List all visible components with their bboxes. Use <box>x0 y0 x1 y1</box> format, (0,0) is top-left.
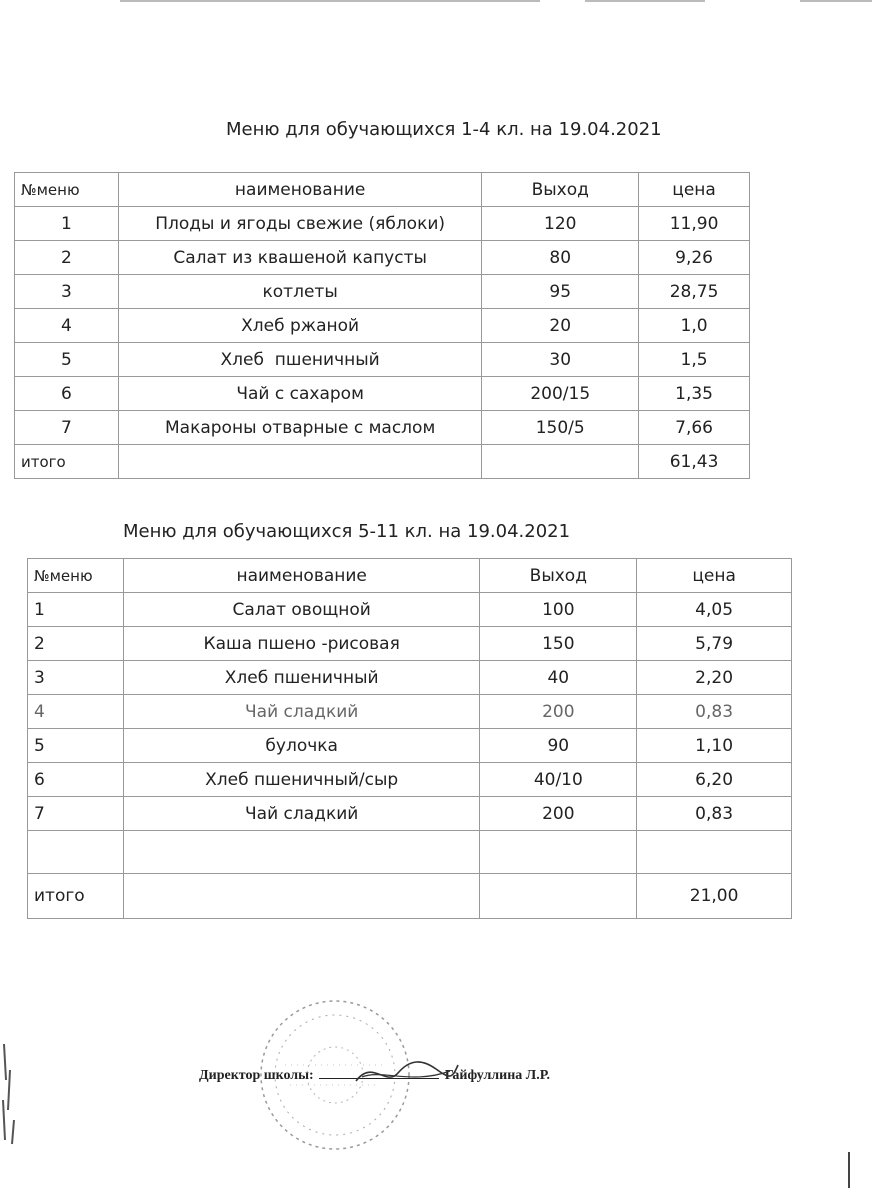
scan-artifact <box>800 0 872 2</box>
col-header-name: наименование <box>118 173 481 207</box>
menu1-title: Меню для обучающихся 1-4 кл. на 19.04.2021 <box>226 119 662 140</box>
scan-artifact <box>585 0 705 2</box>
table-row <box>28 763 792 797</box>
cell-number: 3 <box>15 275 119 309</box>
cell-yield: 150/5 <box>482 411 639 445</box>
table-row <box>28 593 792 627</box>
table-row <box>28 627 792 661</box>
cell-name: Чай сладкий <box>123 695 479 729</box>
cell-price: 2,20 <box>637 661 792 695</box>
col-header-name: наименование <box>123 559 479 593</box>
cell-number: 6 <box>28 763 124 797</box>
menu1-table <box>14 172 750 479</box>
cell-name: Макароны отварные с маслом <box>118 411 481 445</box>
cell-name: Салат из квашеной капусты <box>118 241 481 275</box>
cell-number: 4 <box>15 309 119 343</box>
cell-number: 7 <box>28 797 124 831</box>
cell-price: 0,83 <box>637 695 792 729</box>
handwritten-signature <box>352 1055 462 1091</box>
director-label: Директор школы: <box>199 1068 314 1083</box>
cell-price: 1,35 <box>639 377 750 411</box>
cell-empty <box>123 831 479 874</box>
cell-number: 2 <box>15 241 119 275</box>
cell-price: 9,26 <box>639 241 750 275</box>
cell-empty <box>123 874 479 919</box>
cell-empty <box>637 831 792 874</box>
cell-number: 5 <box>15 343 119 377</box>
table-row <box>28 695 792 729</box>
col-header-yield: Выход <box>482 173 639 207</box>
director-name: Гайфуллина Л.Р. <box>444 1068 551 1083</box>
cell-price: 11,90 <box>639 207 750 241</box>
cell-price: 1,10 <box>637 729 792 763</box>
cell-price: 6,20 <box>637 763 792 797</box>
cell-empty <box>480 874 637 919</box>
cell-yield: 200 <box>480 797 637 831</box>
menu2-table <box>27 558 792 919</box>
cell-yield: 40/10 <box>480 763 637 797</box>
table-row <box>15 207 750 241</box>
col-header-price: цена <box>637 559 792 593</box>
table-row <box>28 661 792 695</box>
table-total-row <box>15 445 750 479</box>
cell-price: 0,83 <box>637 797 792 831</box>
cell-yield: 20 <box>482 309 639 343</box>
table-empty-row <box>28 831 792 874</box>
total-value: 21,00 <box>637 874 792 919</box>
table-row <box>28 729 792 763</box>
table-row <box>28 797 792 831</box>
cell-price: 7,66 <box>639 411 750 445</box>
col-header-number: №меню <box>28 559 124 593</box>
cell-yield: 150 <box>480 627 637 661</box>
cell-name: Хлеб пшеничный/сыр <box>123 763 479 797</box>
cell-empty <box>118 445 481 479</box>
table-header-row <box>15 173 750 207</box>
cell-empty <box>28 831 124 874</box>
cell-empty <box>480 831 637 874</box>
table-row <box>15 275 750 309</box>
scan-edge-artifact <box>0 1040 30 1150</box>
cell-name: Салат овощной <box>123 593 479 627</box>
col-header-yield: Выход <box>480 559 637 593</box>
cell-price: 1,5 <box>639 343 750 377</box>
cell-number: 5 <box>28 729 124 763</box>
total-label: итого <box>28 874 124 919</box>
cell-name: Хлеб ржаной <box>118 309 481 343</box>
table-row <box>15 309 750 343</box>
cell-yield: 120 <box>482 207 639 241</box>
cell-yield: 95 <box>482 275 639 309</box>
cell-price: 28,75 <box>639 275 750 309</box>
table-header-row <box>28 559 792 593</box>
cell-name: Хлеб пшеничный <box>123 661 479 695</box>
cell-price: 1,0 <box>639 309 750 343</box>
cell-number: 7 <box>15 411 119 445</box>
cell-number: 2 <box>28 627 124 661</box>
cell-yield: 200 <box>480 695 637 729</box>
scan-edge-artifact <box>846 1150 854 1190</box>
cell-price: 4,05 <box>637 593 792 627</box>
cell-number: 1 <box>28 593 124 627</box>
cell-name: Каша пшено -рисовая <box>123 627 479 661</box>
cell-name: Хлеб пшеничный <box>118 343 481 377</box>
cell-empty <box>482 445 639 479</box>
cell-number: 6 <box>15 377 119 411</box>
cell-number: 1 <box>15 207 119 241</box>
table-total-row <box>28 874 792 919</box>
cell-yield: 40 <box>480 661 637 695</box>
cell-number: 4 <box>28 695 124 729</box>
table-row <box>15 343 750 377</box>
cell-yield: 30 <box>482 343 639 377</box>
total-value: 61,43 <box>639 445 750 479</box>
cell-number: 3 <box>28 661 124 695</box>
cell-yield: 200/15 <box>482 377 639 411</box>
cell-name: булочка <box>123 729 479 763</box>
cell-price: 5,79 <box>637 627 792 661</box>
table-row <box>15 411 750 445</box>
col-header-price: цена <box>639 173 750 207</box>
cell-name: Чай с сахаром <box>118 377 481 411</box>
cell-yield: 100 <box>480 593 637 627</box>
cell-name: Чай сладкий <box>123 797 479 831</box>
total-label: итого <box>15 445 119 479</box>
cell-yield: 90 <box>480 729 637 763</box>
table-row <box>15 377 750 411</box>
cell-name: Плоды и ягоды свежие (яблоки) <box>118 207 481 241</box>
scan-artifact <box>120 0 540 2</box>
table-row <box>15 241 750 275</box>
menu2-title: Меню для обучающихся 5-11 кл. на 19.04.2021 <box>123 521 571 542</box>
cell-name: котлеты <box>118 275 481 309</box>
cell-yield: 80 <box>482 241 639 275</box>
col-header-number: №меню <box>15 173 119 207</box>
